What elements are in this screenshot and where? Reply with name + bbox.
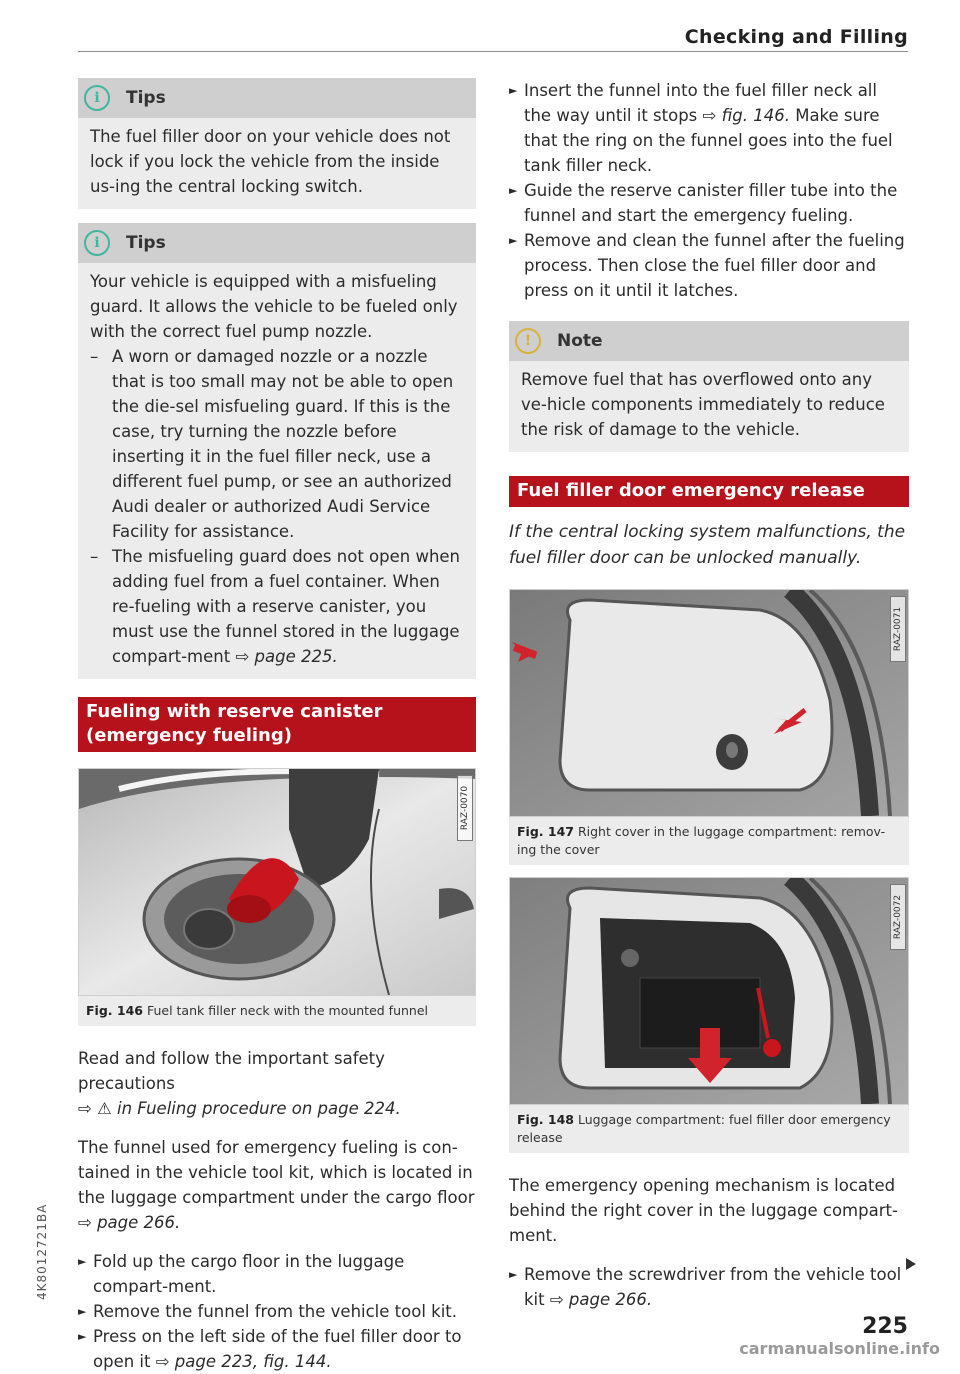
watermark: carmanualsonline.info — [739, 1339, 940, 1358]
figure-148 — [509, 877, 909, 1105]
section-heading: Fueling with reserve canister (emergency fueling) — [78, 697, 476, 752]
right-column — [509, 78, 909, 1312]
paragraph: The emergency opening mechanism is located behind the right cover in the luggage compart-ment. — [509, 1176, 898, 1245]
page-link[interactable]: ⇨ page 225. — [235, 647, 338, 666]
list-item: ► Fold up the cargo floor in the luggage compart-ment. — [78, 1249, 476, 1299]
tips-text: Your vehicle is equipped with a misfueling guard. It allows the vehicle to be fueled only with the correct fuel pump nozzle. — [90, 272, 458, 341]
running-header: Checking and Filling — [684, 26, 908, 48]
note-icon: ! — [515, 328, 541, 354]
list-item: ► Remove the screwdriver from the vehicle tool kit ⇨ page 266. — [509, 1262, 909, 1312]
tips-heading: Tips — [126, 232, 166, 253]
tips-box-2 — [78, 223, 476, 679]
tips-text: The fuel filler door on your vehicle does not lock if you lock the vehicle from the inside us-ing the central locking switch. — [90, 127, 451, 196]
list-item: ► Remove and clean the funnel after the fueling process. Then close the fuel filler door and press on it until it latches. — [509, 228, 909, 303]
instruction-list — [78, 1249, 476, 1374]
page-link[interactable]: ⇨ page 266. — [78, 1213, 181, 1232]
section-heading: Fuel filler door emergency release — [509, 476, 909, 507]
figure-code: RAZ-0072 — [890, 884, 906, 950]
tips-box-1-header — [78, 78, 476, 118]
figure-146-caption: Fig. 146 Fuel tank filler neck with the mounted funnel — [78, 996, 476, 1026]
tips-box-2-header — [78, 223, 476, 263]
continue-arrow-icon — [906, 1258, 916, 1270]
figure-code: RAZ-0071 — [890, 596, 906, 662]
info-icon: i — [84, 85, 110, 111]
tips-heading: Tips — [126, 87, 166, 108]
note-box-header — [509, 321, 909, 361]
figure-147-caption: Fig. 147 Right cover in the luggage compartment: remov-ing the cover — [509, 817, 909, 865]
figure-146 — [78, 768, 476, 996]
info-icon: i — [84, 230, 110, 256]
instruction-list — [509, 1262, 909, 1312]
document-code: 4K8012721BA — [35, 1203, 49, 1300]
tips-box-1 — [78, 78, 476, 209]
luggage-cover-illustration — [510, 590, 909, 816]
note-heading: Note — [557, 330, 603, 351]
page-link[interactable]: ⇨ ⚠ in Fueling procedure on page 224. — [78, 1099, 401, 1118]
list-item: ► Remove the funnel from the vehicle tool kit. — [78, 1299, 476, 1324]
list-item: ► Insert the funnel into the fuel filler neck all the way until it stops ⇨ fig. 146. Make sure that the ring on the funnel goes into the fuel tank filler neck. — [509, 78, 909, 178]
emergency-release-illustration — [510, 878, 909, 1104]
section-intro: If the central locking system malfunctions, the fuel filler door can be unlocked manually. — [509, 522, 906, 568]
figure-147 — [509, 589, 909, 817]
list-item: ► Press on the left side of the fuel filler door to open it ⇨ page 223, fig. 144. — [78, 1324, 476, 1374]
paragraph: The funnel used for emergency fueling is con-tained in the vehicle tool kit, which is located in the luggage compartment under the cargo floor ⇨ page 266. — [78, 1138, 475, 1232]
page-link[interactable]: ⇨ page 266. — [549, 1290, 653, 1309]
figure-link[interactable]: ⇨ fig. 146. — [702, 106, 790, 125]
figure-code: RAZ-0070 — [457, 775, 473, 841]
paragraph: Read and follow the important safety precautions ⇨ ⚠ in Fueling procedure on page 224. — [78, 1049, 401, 1118]
list-item: – A worn or damaged nozzle or a nozzle that is too small may not be able to open the die-sel misfueling guard. If this is the case, try turning the nozzle before inserting it in the fuel filler neck, use a different fuel pump, or see an authorized Audi dealer or authorized Audi Service Facility for assistance. — [90, 344, 464, 544]
list-item: – The misfueling guard does not open when adding fuel from a fuel container. When re-fueling with a reserve canister, you must use the funnel stored in the luggage compart-ment ⇨ page 225. — [90, 544, 464, 669]
page-number: 225 — [862, 1314, 908, 1339]
figure-148-caption: Fig. 148 Luggage compartment: fuel filler door emergency release — [509, 1105, 909, 1153]
left-column — [78, 78, 476, 1374]
instruction-list — [509, 78, 909, 303]
note-box — [509, 321, 909, 452]
fuel-filler-neck-illustration — [79, 769, 476, 995]
note-text: Remove fuel that has overflowed onto any ve-hicle components immediately to reduce the risk of damage to the vehicle. — [521, 370, 885, 439]
page-link[interactable]: ⇨ page 223, fig. 144. — [155, 1352, 332, 1371]
header-rule — [78, 51, 908, 52]
list-item: ► Guide the reserve canister filler tube into the funnel and start the emergency fueling. — [509, 178, 909, 228]
